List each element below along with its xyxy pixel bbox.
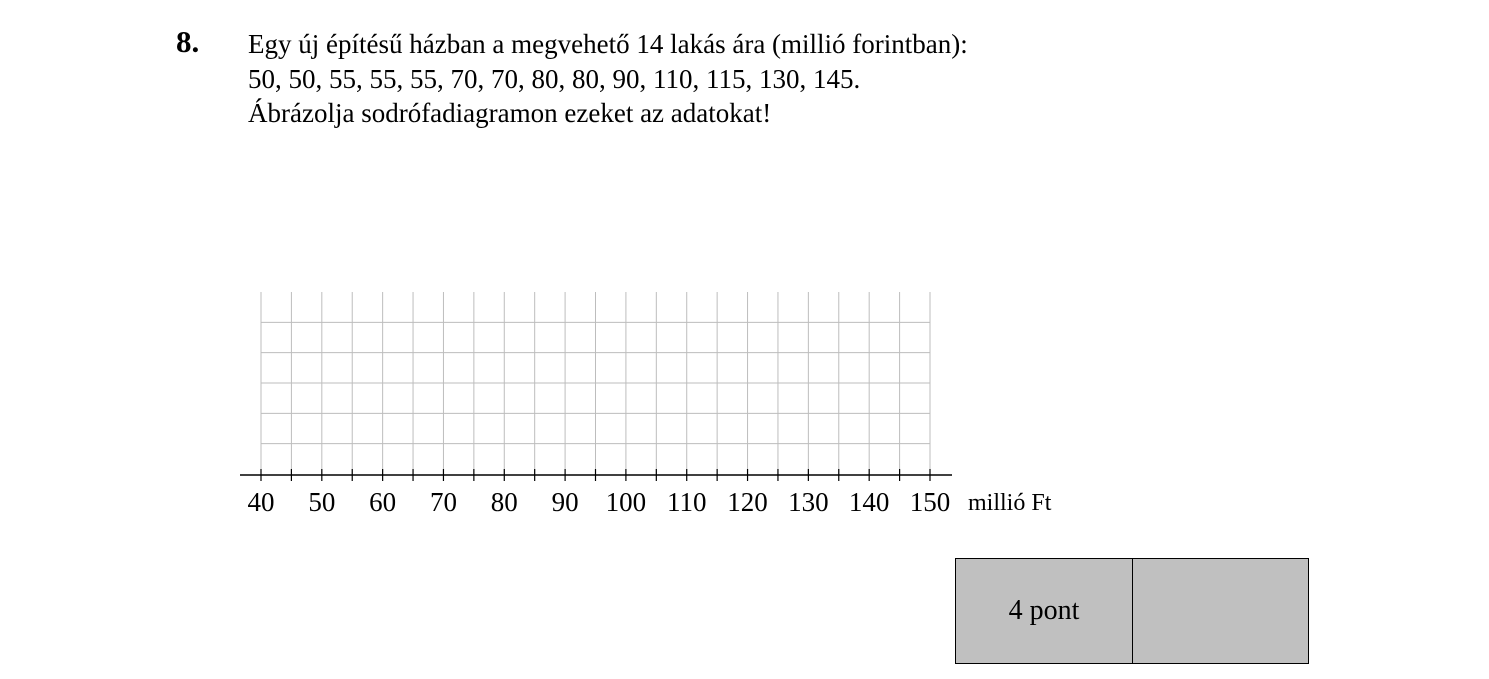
- axis-tick-label: 70: [429, 487, 457, 517]
- task-number: 8.: [176, 24, 200, 59]
- axis-tick-label: 60: [369, 487, 397, 517]
- axis-unit-label: millió Ft: [968, 490, 1052, 516]
- task-statement-line: Egy új építésű házban a megvehető 14 lakás ára (millió forintban):: [248, 29, 968, 59]
- axis-tick-label: 140: [848, 487, 890, 517]
- grid-lines: [261, 292, 930, 474]
- axis-tick-label: 80: [490, 487, 518, 517]
- earned-points-cell[interactable]: [1133, 559, 1309, 664]
- task-instruction-line: Ábrázolja sodrófadiagramon ezeket az adatokat!: [248, 98, 772, 128]
- axis-tick-label: 150: [909, 487, 951, 517]
- axis-tick-label: 130: [788, 487, 829, 517]
- axis-tick-label: 110: [666, 487, 707, 517]
- axis-tick-label: 50: [308, 487, 336, 517]
- number-axis: [240, 469, 952, 481]
- axis-tick-label: 90: [551, 487, 579, 517]
- score-box: [955, 558, 1309, 664]
- task-data-line: 50, 50, 55, 55, 55, 70, 70, 80, 80, 90, 110, 115, 130, 145.: [248, 63, 861, 94]
- axis-tick-labels: [248, 487, 1052, 517]
- axis-tick-label: 40: [247, 487, 275, 517]
- axis-tick-label: 100: [605, 487, 647, 517]
- max-points-cell: 4 pont: [956, 559, 1133, 664]
- axis-tick-label: 120: [727, 487, 768, 517]
